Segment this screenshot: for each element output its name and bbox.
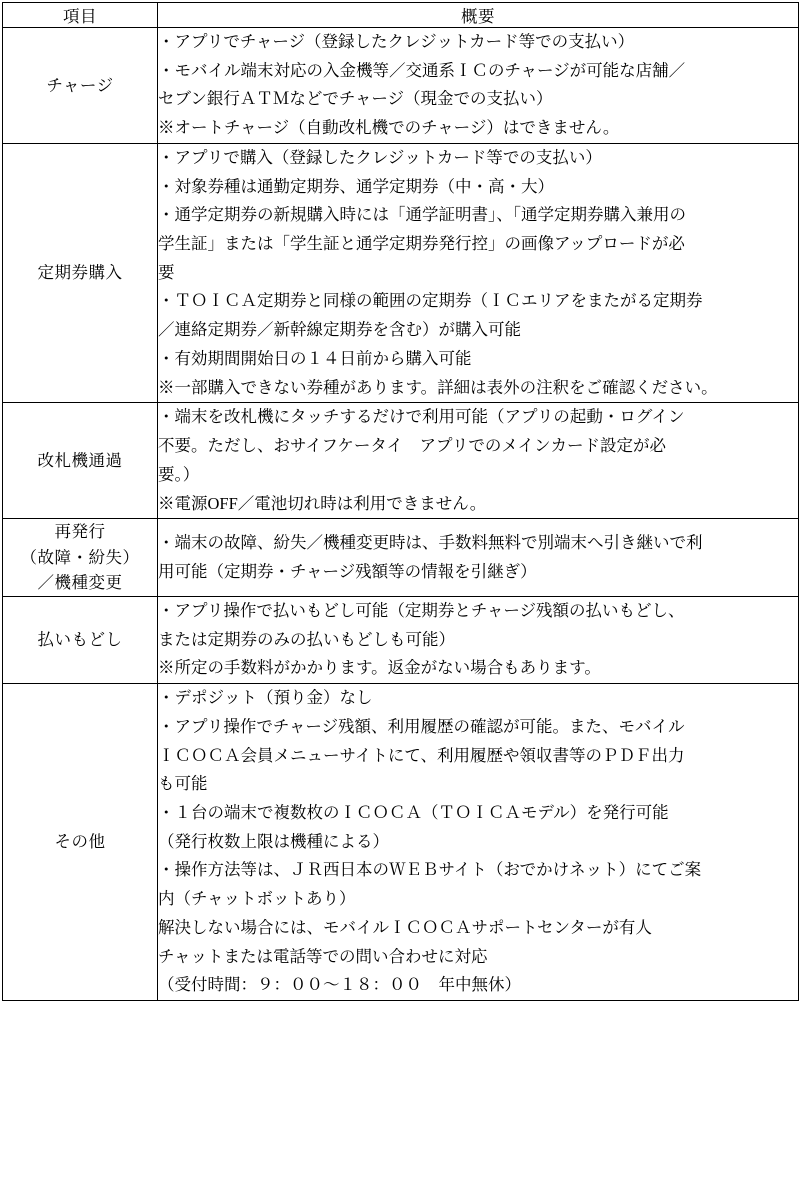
summary-line: ・端末の故障、紛失／機種変更時は、手数料無料で別端末へ引き継いで利 bbox=[158, 532, 703, 552]
summary-line-list bbox=[158, 403, 798, 517]
table-row bbox=[3, 684, 799, 1001]
summary-line: 解決しない場合には、モバイルＩＣＯＣＡサポートセンターが有人 bbox=[158, 917, 652, 937]
summary-line-list bbox=[158, 684, 798, 999]
row-item-label-line: その他 bbox=[54, 832, 106, 852]
row-summary-cell bbox=[158, 596, 799, 683]
summary-line: ・操作方法等は、ＪＲ西日本のＷＥＢサイト（おでかけネット）にてご案 bbox=[158, 860, 702, 880]
summary-line: ・アプリ操作で払いもどし可能（定期券とチャージ残額の払いもどし、 bbox=[158, 600, 685, 620]
summary-line: チャットまたは電話等での問い合わせに対応 bbox=[158, 946, 488, 966]
row-item-label-line: 定期券購入 bbox=[37, 263, 123, 283]
summary-line: ※電源OFF／電池切れ時は利用できません。 bbox=[158, 493, 487, 513]
row-item-label bbox=[3, 596, 158, 683]
summary-line: も可能 bbox=[158, 774, 208, 794]
table-header-row bbox=[3, 3, 799, 28]
row-summary-cell bbox=[158, 28, 799, 144]
summary-line: または定期券のみの払いもどしも可能） bbox=[158, 629, 455, 649]
summary-line: ・モバイル端末対応の入金機等／交通系ＩＣのチャージが可能な店舗／ bbox=[158, 60, 686, 80]
column-header-summary: 概要 bbox=[158, 3, 799, 28]
summary-line: ＩＣＯＣＡ会員メニューサイトにて、利用履歴や領収書等のＰＤＦ出力 bbox=[158, 745, 685, 765]
summary-line-list bbox=[158, 144, 798, 401]
row-item-label bbox=[3, 143, 158, 402]
table-row bbox=[3, 28, 799, 144]
summary-line: ・対象券種は通勤定期券、通学定期券（中・高・大） bbox=[158, 176, 554, 196]
row-summary-cell bbox=[158, 403, 799, 519]
summary-line: （受付時間：９：００〜１８：００ 年中無休） bbox=[158, 975, 521, 995]
column-header-item: 項目 bbox=[3, 3, 158, 28]
row-item-label bbox=[3, 684, 158, 1001]
row-item-label bbox=[3, 28, 158, 144]
row-item-label-line: 改札機通過 bbox=[37, 451, 123, 470]
summary-line: ※一部購入できない券種があります。詳細は表外の注釈をご確認ください。 bbox=[158, 377, 718, 397]
row-item-label-line: 払いもどし bbox=[37, 630, 123, 650]
summary-line: 要。） bbox=[158, 464, 200, 484]
summary-line: （発行枚数上限は機種による） bbox=[158, 831, 389, 851]
summary-line: ・１台の端末で複数枚のＩＣＯＣＡ（ＴＯＩＣＡモデル）を発行可能 bbox=[158, 802, 669, 822]
row-item-label bbox=[3, 403, 158, 519]
table-row bbox=[3, 403, 799, 519]
summary-line-list bbox=[158, 529, 798, 585]
summary-line: 要 bbox=[158, 262, 175, 282]
summary-line: セブン銀行ＡＴＭなどでチャージ（現金での支払い） bbox=[158, 89, 553, 109]
summary-line: ※オートチャージ（自動改札機でのチャージ）はできません。 bbox=[158, 118, 620, 138]
summary-line: 内（チャットボットあり） bbox=[158, 889, 356, 909]
row-item-label-line: （故障・紛失） bbox=[20, 547, 140, 567]
summary-line: 学生証」または「学生証と通学定期券発行控」の画像アップロードが必 bbox=[158, 234, 685, 254]
summary-line: ・有効期間開始日の１４日前から購入可能 bbox=[158, 348, 472, 368]
table-row bbox=[3, 143, 799, 402]
table-row bbox=[3, 519, 799, 597]
row-item-label-line: ／機種変更 bbox=[37, 573, 123, 593]
summary-line: ・アプリで購入（登録したクレジットカード等での支払い） bbox=[158, 147, 602, 167]
summary-line: ・端末を改札機にタッチするだけで利用可能（アプリの起動・ログイン bbox=[158, 407, 685, 427]
summary-line: ・デポジット（預り金）なし bbox=[158, 688, 373, 708]
row-item-label-line: チャージ bbox=[46, 75, 114, 95]
summary-line: 用可能（定期券・チャージ残額等の情報を引継ぎ） bbox=[158, 561, 537, 581]
summary-line: 不要。ただし、おサイフケータイ アプリでのメインカード設定が必 bbox=[158, 436, 667, 456]
summary-line: ・アプリ操作でチャージ残額、利用履歴の確認が可能。また、モバイル bbox=[158, 716, 685, 736]
summary-line-list bbox=[158, 597, 798, 682]
row-summary-cell bbox=[158, 143, 799, 402]
table-body bbox=[3, 28, 799, 1001]
row-item-label bbox=[3, 519, 158, 597]
summary-line: ・通学定期券の新規購入時には「通学証明書」、「通学定期券購入兼用の bbox=[158, 205, 686, 225]
table-row bbox=[3, 596, 799, 683]
row-summary-cell bbox=[158, 684, 799, 1001]
row-item-label-line: 再発行 bbox=[54, 522, 106, 542]
specification-table bbox=[2, 2, 799, 1001]
summary-line: ※所定の手数料がかかります。返金がない場合もあります。 bbox=[158, 658, 601, 678]
summary-line: ・アプリでチャージ（登録したクレジットカード等での支払い） bbox=[158, 32, 635, 51]
row-summary-cell bbox=[158, 519, 799, 597]
summary-line: ・ＴＯＩＣＡ定期券と同様の範囲の定期券（ＩＣエリアをまたがる定期券 bbox=[158, 291, 703, 311]
document-page bbox=[0, 2, 800, 1197]
summary-line: ／連絡定期券／新幹線定期券を含む）が購入可能 bbox=[158, 320, 521, 340]
summary-line-list bbox=[158, 28, 798, 142]
